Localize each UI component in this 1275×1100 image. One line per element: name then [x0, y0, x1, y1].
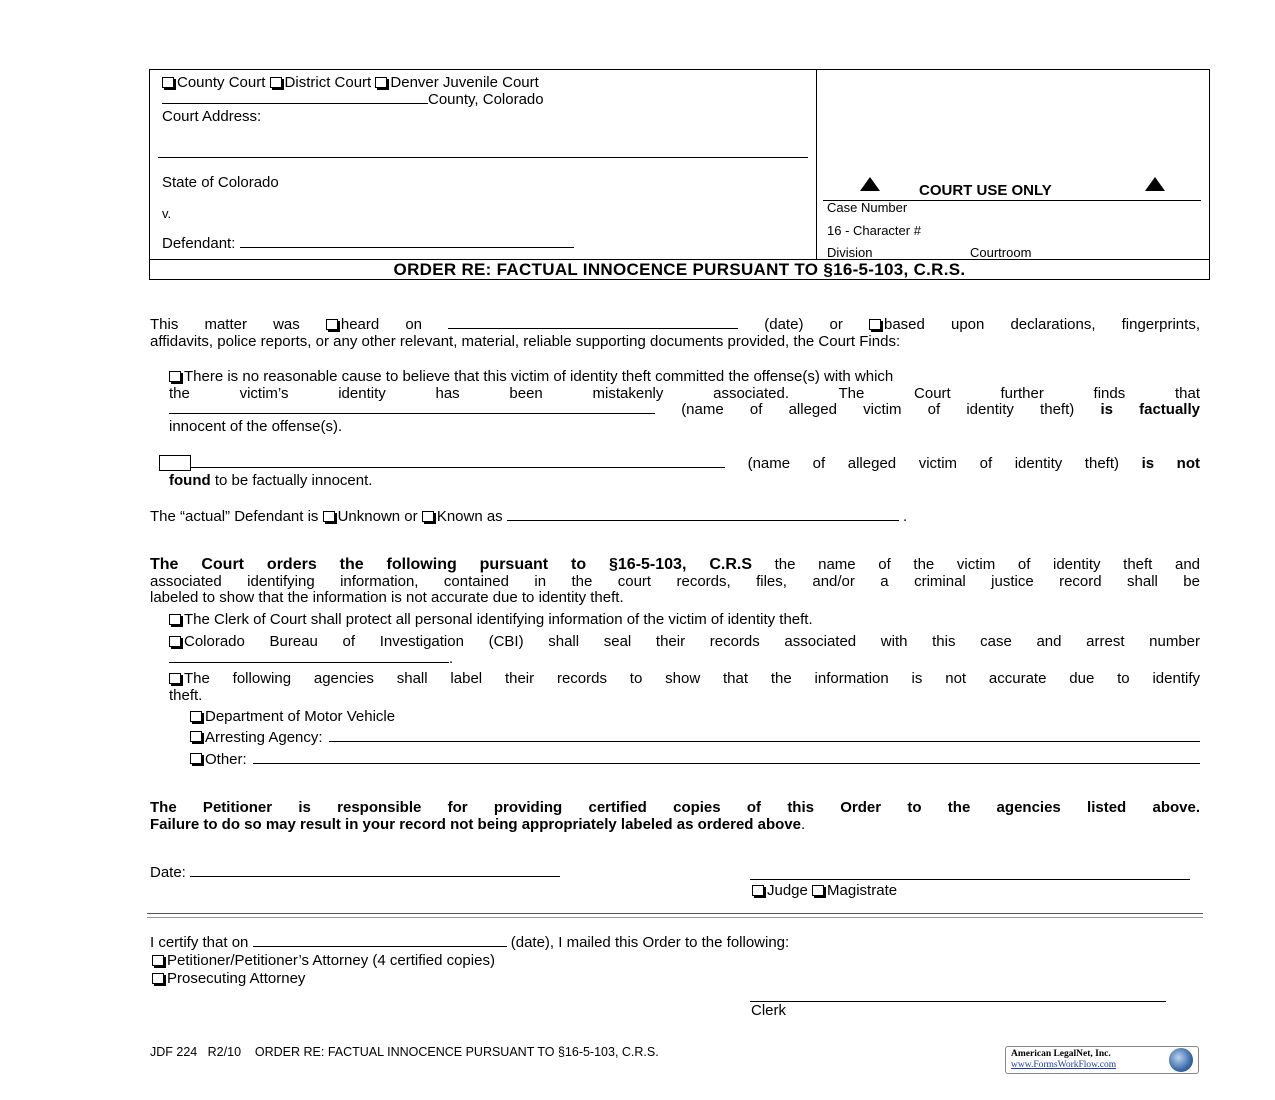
orders-rest: the name of the victim of identity theft and — [774, 556, 1201, 573]
finding-not-innocent — [159, 455, 1200, 489]
known-label: Known as — [436, 508, 503, 525]
magistrate-checkbox[interactable] — [812, 885, 824, 896]
defendant-field[interactable] — [240, 246, 574, 248]
order-date-field[interactable] — [190, 875, 560, 877]
agencies-checkbox[interactable] — [169, 673, 181, 684]
versus-label: v. — [162, 206, 172, 221]
judge-label: Judge — [767, 882, 808, 899]
brand-name: American LegalNet, Inc. — [1011, 1049, 1111, 1059]
dmv-checkbox[interactable] — [190, 711, 202, 722]
other-row — [190, 751, 1200, 768]
cbi-row: Colorado Bureau of Investigation (CBI) shall seal their records associated with this case and arrest number . — [169, 633, 1200, 667]
page-title: ORDER RE: FACTUAL INNOCENCE PURSUANT TO §16-5-103, C.R.S. — [393, 260, 966, 279]
defendant-line — [162, 235, 574, 252]
brand-badge — [1005, 1046, 1199, 1074]
state-label: State of Colorado — [162, 174, 279, 191]
agencies-label: The following agencies shall label their records to show that the information is not accurate due to identify — [184, 670, 1200, 687]
clerk-protect-checkbox[interactable] — [169, 614, 181, 625]
agencies-row — [169, 670, 1200, 704]
petitioner-line-2: Failure to do so may result in your record not being appropriately labeled as ordered above — [150, 815, 801, 833]
juvenile-court-label: Denver Juvenile Court — [390, 74, 539, 91]
finding1-line1: There is no reasonable cause to believe that this victim of identity theft committed the offense(s) with which — [184, 368, 894, 385]
certify-b: (date), I mailed this Order to the following: — [510, 934, 790, 951]
county-name-field[interactable] — [162, 102, 428, 104]
judge-checkbox[interactable] — [752, 885, 764, 896]
court-address-field[interactable] — [158, 157, 808, 158]
finding2-a: (name of alleged victim of identity theft) — [747, 455, 1119, 472]
cbi-checkbox[interactable] — [169, 636, 181, 647]
courtroom-label: Courtroom — [970, 245, 1032, 260]
finding1-line3a: (name of alleged victim of identity theft) — [681, 401, 1075, 418]
brand-url[interactable]: www.FormsWorkFlow.com — [1011, 1060, 1117, 1070]
unknown-label: Unknown or — [337, 508, 418, 525]
defendant-label: Defendant: — [162, 235, 236, 252]
orders-heading: The Court orders the following pursuant to §16-5-103, C.R.S — [150, 556, 752, 573]
finding2-c: found — [169, 471, 211, 489]
finding2-b: is not — [1141, 455, 1200, 472]
clerk-signature-field[interactable] — [750, 1001, 1166, 1002]
arresting-checkbox[interactable] — [190, 731, 202, 742]
other-agency-field[interactable] — [253, 762, 1200, 764]
innocent-checkbox[interactable] — [169, 371, 181, 382]
finding1-line2: the victim’s identity has been mistakenly associated. The Court further finds that — [169, 384, 1200, 402]
heard-label: heard on — [340, 316, 423, 333]
prosecuting-checkbox[interactable] — [152, 973, 164, 984]
declarations-label: based upon declarations, fingerprints, — [884, 316, 1200, 333]
judge-type-row — [752, 882, 897, 899]
petitioner-line-1: The Petitioner is responsible for providing certified copies of this Order to the agencies listed above. — [150, 799, 1200, 816]
hearing-date-field[interactable] — [448, 327, 738, 329]
known-as-field[interactable] — [507, 519, 899, 521]
matter-paragraph — [150, 316, 1200, 350]
dmv-label: Department of Motor Vehicle — [205, 708, 396, 725]
arresting-row — [190, 729, 1200, 746]
district-court-checkbox[interactable] — [270, 77, 282, 88]
certify-row — [150, 934, 789, 951]
finding1-line3b: is factually — [1100, 401, 1200, 418]
county-court-checkbox[interactable] — [162, 77, 174, 88]
matter-line-2: affidavits, police reports, or any other relevant, material, reliable supporting documents provided, the Court Finds: — [150, 333, 901, 350]
clerk-protect-row — [169, 611, 813, 628]
date-row — [150, 864, 560, 881]
globe-icon — [1169, 1048, 1193, 1072]
judge-signature-field[interactable] — [750, 879, 1190, 880]
unknown-checkbox[interactable] — [323, 511, 335, 522]
arrest-number-field[interactable] — [169, 661, 449, 663]
finding-innocent — [169, 369, 1200, 435]
date-or-label: (date) or — [764, 316, 843, 333]
mailing-date-field[interactable] — [253, 945, 507, 947]
orders-line-3: labeled to show that the information is not accurate due to identity theft. — [150, 589, 624, 606]
county-court-label: County Court — [177, 74, 266, 91]
petitioner-notice: The Petitioner is responsible for providing certified copies of this Order to the agencies listed above. Failure to do so may result in your record not being appropriately labeled as ordered above. — [150, 799, 1200, 833]
court-address-label: Court Address: — [162, 108, 262, 125]
up-arrow-icon-right — [1145, 177, 1165, 195]
matter-intro: This matter was — [150, 316, 300, 333]
caption-divider — [816, 70, 817, 260]
prosecuting-row — [152, 970, 305, 987]
date-label: Date: — [150, 864, 186, 881]
not-innocent-checkbox[interactable] — [159, 455, 191, 471]
orders-paragraph — [150, 557, 1200, 607]
court-use-only: COURT USE ONLY — [919, 182, 1052, 199]
known-checkbox[interactable] — [422, 511, 434, 522]
juvenile-court-checkbox[interactable] — [375, 77, 387, 88]
section-divider — [147, 913, 1203, 918]
pet-attorney-checkbox[interactable] — [152, 955, 164, 966]
finding2-d: to be factually innocent. — [214, 471, 373, 489]
arresting-label: Arresting Agency: — [205, 729, 323, 746]
pet-attorney-label: Petitioner/Petitioner’s Attorney (4 certified copies) — [167, 952, 495, 969]
case-number-label: Case Number — [827, 200, 908, 215]
pet-attorney-row — [152, 952, 495, 969]
district-court-label: District Court — [284, 74, 372, 91]
actual-defendant-label: The “actual” Defendant is — [150, 508, 319, 525]
agencies-line-2: theft. — [169, 687, 203, 704]
dmv-row — [190, 708, 395, 725]
caption-box — [149, 69, 1210, 280]
actual-defendant-row: The “actual” Defendant is Unknown or Known as . — [150, 508, 908, 525]
prosecuting-label: Prosecuting Attorney — [167, 970, 306, 987]
cbi-label: Colorado Bureau of Investigation (CBI) shall seal their records associated with this case and arrest number — [184, 633, 1200, 650]
clerk-label: Clerk — [751, 1002, 787, 1019]
heard-checkbox[interactable] — [326, 319, 338, 330]
court-selection — [162, 74, 539, 91]
form-id: JDF 224 R2/10 ORDER RE: FACTUAL INNOCENCE PURSUANT TO §16-5-103, C.R.S. — [150, 1045, 659, 1059]
character-label: 16 - Character # — [827, 223, 921, 238]
county-line — [162, 91, 544, 108]
declarations-checkbox[interactable] — [869, 319, 881, 330]
other-checkbox[interactable] — [190, 753, 202, 764]
clerk-protect-label: The Clerk of Court shall protect all personal identifying information of the victim of identity theft. — [184, 611, 813, 628]
county-suffix: County, Colorado — [428, 91, 544, 108]
victim-name-field-2[interactable] — [191, 466, 725, 468]
arresting-agency-field[interactable] — [329, 740, 1200, 742]
certify-a: I certify that on — [150, 934, 249, 951]
division-label: Division — [827, 245, 873, 260]
magistrate-label: Magistrate — [827, 882, 898, 899]
orders-line-2: associated identifying information, contained in the court records, files, and/or a criminal justice record shall be — [150, 572, 1200, 590]
victim-name-field[interactable] — [169, 412, 655, 414]
other-label: Other: — [205, 751, 247, 768]
finding1-line4: innocent of the offense(s). — [169, 417, 343, 435]
up-arrow-icon-left — [860, 177, 880, 195]
